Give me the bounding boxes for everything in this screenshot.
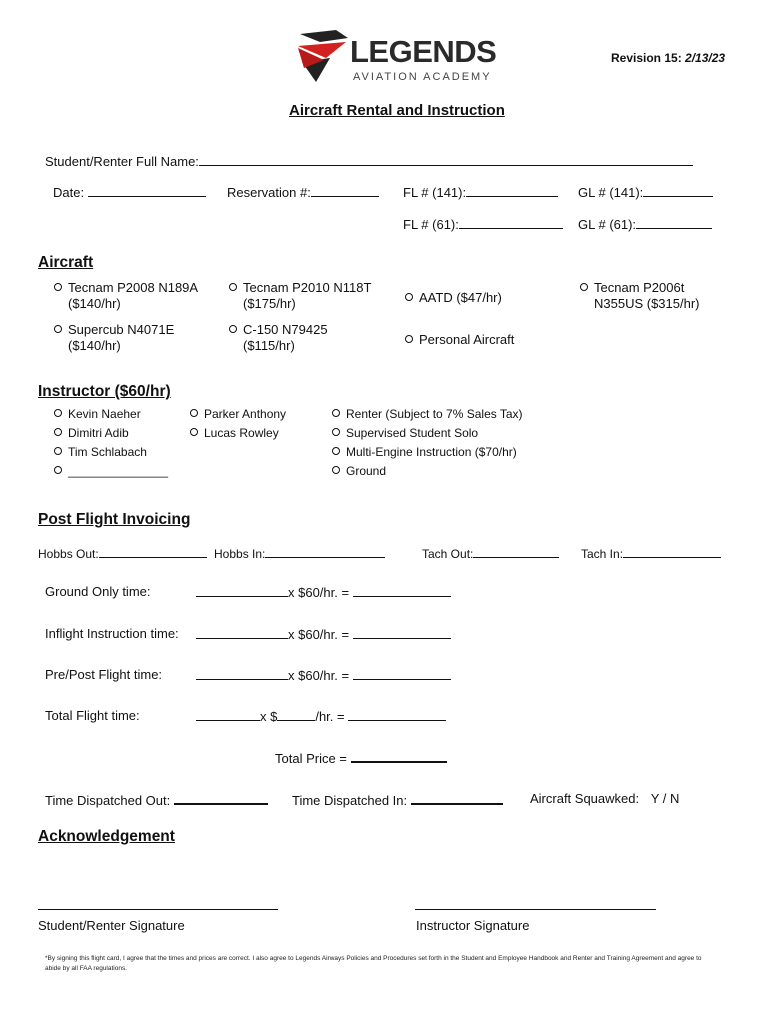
- aircraft-option-line2: ($115/hr): [243, 338, 295, 353]
- aircraft-option-aatd[interactable]: [405, 290, 502, 306]
- logo-subtitle: AVIATION ACADEMY: [353, 71, 492, 83]
- tach-out-line[interactable]: [473, 545, 559, 558]
- dispatched-out-line[interactable]: [174, 791, 268, 805]
- instructor-signature-line[interactable]: [415, 909, 656, 910]
- tach-out-field[interactable]: [422, 545, 559, 562]
- aircraft-option-line1: C-150 N79425: [243, 322, 328, 337]
- radio-icon[interactable]: [332, 409, 340, 417]
- radio-icon[interactable]: [54, 283, 62, 291]
- dispatched-in-label: Time Dispatched In:: [292, 793, 408, 808]
- flight-type-label: Multi-Engine Instruction ($70/hr): [346, 445, 517, 459]
- rate-text: x $60/hr. =: [288, 668, 350, 683]
- date-label: Date:: [53, 185, 85, 200]
- prepost-total-line[interactable]: [353, 667, 451, 680]
- ack-heading: Acknowledgement: [38, 828, 175, 845]
- gl141-label: GL # (141):: [578, 185, 644, 200]
- tach-in-label: Tach In:: [581, 547, 624, 561]
- rate-text: x $60/hr. =: [288, 627, 350, 642]
- flight-type-option[interactable]: [332, 425, 478, 441]
- aircraft-option-line2: ($140/hr): [68, 338, 121, 353]
- aircraft-option-line1: Tecnam P2008 N189A: [68, 280, 199, 295]
- flight-type-option[interactable]: [332, 444, 517, 460]
- total-flight-calc[interactable]: [196, 708, 446, 725]
- rate-text: x $60/hr. =: [288, 585, 350, 600]
- aircraft-option-c150[interactable]: [229, 322, 328, 354]
- hobbs-out-field[interactable]: [38, 545, 207, 562]
- flight-type-option[interactable]: [332, 463, 386, 479]
- squawked-label: Aircraft Squawked:: [530, 791, 640, 806]
- total-price-field[interactable]: [275, 749, 447, 767]
- student-name-label: Student/Renter Full Name:: [45, 154, 199, 169]
- flight-type-label: Supervised Student Solo: [346, 426, 479, 440]
- reservation-line[interactable]: [311, 184, 379, 197]
- hobbs-out-line[interactable]: [99, 545, 207, 558]
- radio-icon[interactable]: [190, 428, 198, 436]
- hobbs-in-line[interactable]: [265, 545, 385, 558]
- inflight-total-line[interactable]: [353, 626, 451, 639]
- logo: [296, 26, 496, 88]
- radio-icon[interactable]: [332, 466, 340, 474]
- aircraft-option-p2006t[interactable]: [580, 280, 700, 312]
- aircraft-option-p2010[interactable]: [229, 280, 371, 312]
- var-rate-hr: /hr. =: [315, 709, 345, 724]
- radio-icon[interactable]: [405, 335, 413, 343]
- instructor-option[interactable]: [54, 444, 147, 460]
- tach-out-label: Tach Out:: [422, 547, 474, 561]
- aircraft-option-line2: N355US ($315/hr): [594, 296, 700, 311]
- total-flight-total-line[interactable]: [348, 708, 446, 721]
- aircraft-option-personal[interactable]: [405, 332, 514, 348]
- logo-name: LEGENDS: [350, 34, 497, 69]
- ground-only-label: Ground Only time:: [45, 584, 151, 599]
- total-price-label: Total Price =: [275, 751, 347, 766]
- squawked-yn[interactable]: Y / N: [650, 791, 680, 806]
- gl141-field[interactable]: [578, 184, 713, 201]
- fl61-line[interactable]: [459, 216, 563, 229]
- date-line[interactable]: [88, 184, 206, 197]
- instructor-option[interactable]: [54, 463, 168, 479]
- instructor-option[interactable]: [190, 425, 279, 441]
- gl141-line[interactable]: [643, 184, 713, 197]
- radio-icon[interactable]: [580, 283, 588, 291]
- revision-date: 2/13/23: [685, 51, 726, 65]
- ground-total-line[interactable]: [353, 584, 451, 597]
- dispatched-out-label: Time Dispatched Out:: [45, 793, 171, 808]
- hobbs-in-label: Hobbs In:: [214, 547, 266, 561]
- aircraft-option-line1: Personal Aircraft: [419, 332, 515, 347]
- tach-in-line[interactable]: [623, 545, 721, 558]
- rate-line[interactable]: [277, 708, 315, 721]
- radio-icon[interactable]: [229, 325, 237, 333]
- aircraft-option-line2: ($175/hr): [243, 296, 296, 311]
- invoice-heading: Post Flight Invoicing: [38, 511, 191, 528]
- instructor-name: Lucas Rowley: [204, 426, 279, 440]
- hobbs-in-field[interactable]: [214, 545, 385, 562]
- instructor-heading: Instructor ($60/hr): [38, 383, 171, 400]
- gl61-label: GL # (61):: [578, 217, 637, 232]
- radio-icon[interactable]: [332, 447, 340, 455]
- total-flight-hours-line[interactable]: [196, 708, 260, 721]
- radio-icon[interactable]: [190, 409, 198, 417]
- aircraft-option-p2008[interactable]: [54, 280, 198, 312]
- reservation-field[interactable]: [227, 184, 379, 201]
- fl141-field[interactable]: [403, 184, 558, 201]
- instructor-signature-label: Instructor Signature: [416, 918, 530, 933]
- instructor-name: Dimitri Adib: [68, 426, 129, 440]
- student-name-field[interactable]: [45, 153, 693, 170]
- student-name-line[interactable]: [199, 153, 693, 166]
- aircraft-option-line1: Tecnam P2010 N118T: [243, 280, 372, 295]
- radio-icon[interactable]: [54, 325, 62, 333]
- dispatched-out-field[interactable]: [45, 791, 268, 809]
- wing-shield-icon: [296, 28, 354, 84]
- prepost-hours-line[interactable]: [196, 667, 288, 680]
- prepost-calc[interactable]: [196, 667, 451, 684]
- radio-icon[interactable]: [54, 447, 62, 455]
- aircraft-option-supercub[interactable]: [54, 322, 174, 354]
- student-signature-line[interactable]: [38, 909, 278, 910]
- revision-label: Revision 15:: [611, 51, 682, 65]
- gl61-line[interactable]: [636, 216, 712, 229]
- flight-type-label: Ground: [346, 464, 387, 478]
- page-title: Aircraft Rental and Instruction: [289, 102, 505, 119]
- aircraft-heading: Aircraft: [38, 254, 94, 271]
- fl61-field[interactable]: [403, 216, 563, 233]
- instructor-option[interactable]: [190, 406, 286, 422]
- inflight-hours-line[interactable]: [196, 626, 288, 639]
- instructor-name: Tim Schlabach: [68, 445, 147, 459]
- inflight-calc[interactable]: [196, 626, 451, 643]
- revision: [611, 50, 725, 66]
- inflight-label: Inflight Instruction time:: [45, 626, 179, 641]
- fl61-label: FL # (61):: [403, 217, 459, 232]
- radio-icon[interactable]: [229, 283, 237, 291]
- prepost-label: Pre/Post Flight time:: [45, 667, 163, 682]
- flight-type-option[interactable]: [332, 406, 523, 422]
- student-signature-label: Student/Renter Signature: [38, 918, 185, 933]
- aircraft-option-line2: ($140/hr): [68, 296, 121, 311]
- date-field[interactable]: [53, 184, 206, 201]
- tach-in-field[interactable]: [581, 545, 721, 562]
- instructor-name: Parker Anthony: [204, 407, 287, 421]
- total-flight-label: Total Flight time:: [45, 708, 140, 723]
- gl61-field[interactable]: [578, 216, 712, 233]
- instructor-name: Kevin Naeher: [68, 407, 141, 421]
- fl141-label: FL # (141):: [403, 185, 467, 200]
- var-rate-x: x $: [260, 709, 278, 724]
- reservation-label: Reservation #:: [227, 185, 311, 200]
- total-price-line[interactable]: [351, 749, 447, 763]
- ground-hours-line[interactable]: [196, 584, 288, 597]
- aircraft-option-line1: AATD ($47/hr): [419, 290, 502, 305]
- instructor-option[interactable]: [54, 406, 141, 422]
- radio-icon[interactable]: [54, 428, 62, 436]
- fl141-line[interactable]: [466, 184, 558, 197]
- dispatched-in-line[interactable]: [411, 791, 503, 805]
- footnote: *By signing this flight card, I agree that the times and prices are correct. I also agree to Legends Airways Policies and Procedures set forth in the Student and Employee Handbook and Renter and Training Agreement and agree to abide by all FAA regulations.: [45, 955, 702, 972]
- radio-icon[interactable]: [405, 293, 413, 301]
- hobbs-out-label: Hobbs Out:: [38, 547, 99, 561]
- squawked-field[interactable]: [530, 791, 679, 807]
- aircraft-option-line1: Supercub N4071E: [68, 322, 175, 337]
- flight-type-label: Renter (Subject to 7% Sales Tax): [346, 407, 523, 421]
- radio-icon[interactable]: [54, 466, 62, 474]
- instructor-name: _______________: [68, 464, 169, 478]
- dispatched-in-field[interactable]: [292, 791, 503, 809]
- radio-icon[interactable]: [332, 428, 340, 436]
- ground-only-calc[interactable]: [196, 584, 451, 601]
- instructor-option[interactable]: [54, 425, 129, 441]
- radio-icon[interactable]: [54, 409, 62, 417]
- aircraft-option-line1: Tecnam P2006t: [594, 280, 685, 295]
